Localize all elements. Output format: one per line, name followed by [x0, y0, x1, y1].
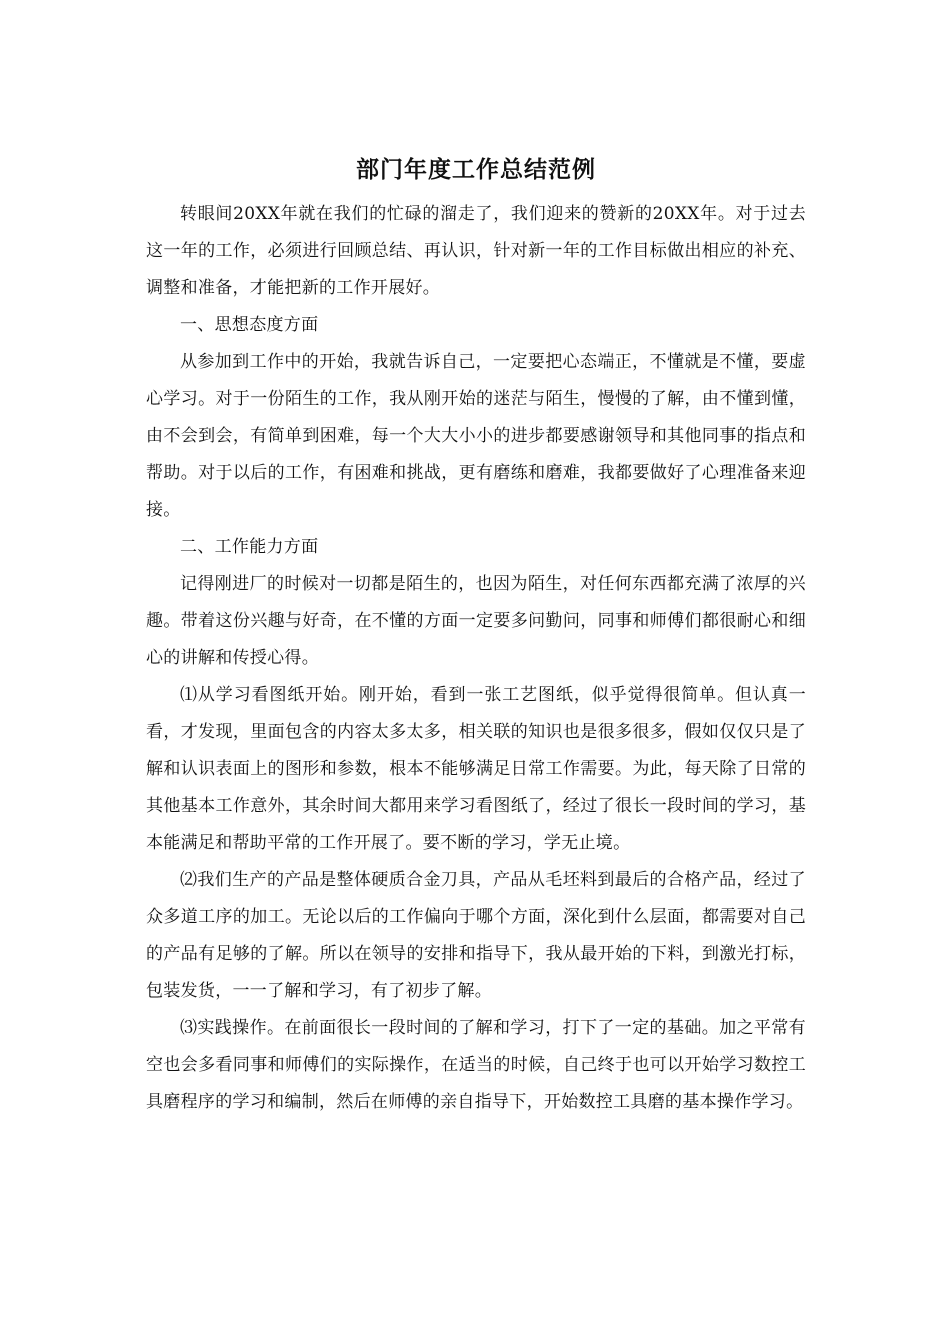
list-item-products: ⑵我们生产的产品是整体硬质合金刀具，产品从毛坯料到最后的合格产品，经过了众多道工序的加工。无论以后的工作偏向于哪个方面，深化到什么层面，都需要对自己的产品有足够的了解。所以在领导的安排和指导下，我从最开始的下料，到激光打标，包装发货，一一了解和学习，有了初步了解。: [146, 870, 806, 1001]
list-item-drawings: ⑴从学习看图纸开始。刚开始，看到一张工艺图纸，似乎觉得很简单。但认真一看，才发现，里面包含的内容太多太多，相关联的知识也是很多很多，假如仅仅只是了解和认识表面上的图形和参数，根本不能够满足日常工作需要。为此，每天除了日常的其他基本工作意外，其余时间大都用来学习看图纸了，经过了很长一段时间的学习，基本能满足和帮助平常的工作开展了。要不断的学习，学无止境。: [146, 685, 806, 853]
document-title: 部门年度工作总结范例: [356, 156, 596, 183]
section-body-attitude: 从参加到工作中的开始，我就告诉自己，一定要把心态端正，不懂就是不懂，要虚心学习。对于一份陌生的工作，我从刚开始的迷茫与陌生，慢慢的了解，由不懂到懂，由不会到会，有简单到困难，每一个大大小小的进步都要感谢领导和其他同事的指点和帮助。对于以后的工作，有困难和挑战，更有磨练和磨难，我都要做好了心理准备来迎接。: [146, 352, 806, 520]
intro-paragraph: 转眼间20XX年就在我们的忙碌的溜走了，我们迎来的赞新的20XX年。对于过去这一年的工作，必须进行回顾总结、再认识，针对新一年的工作目标做出相应的补充、调整和准备，才能把新的工作开展好。: [146, 204, 806, 298]
section-heading-attitude: 一、思想态度方面: [180, 315, 319, 335]
document-page: [146, 152, 806, 1121]
section-body-ability: 记得刚进厂的时候对一切都是陌生的，也因为陌生，对任何东西都充满了浓厚的兴趣。带着这份兴趣与好奇，在不懂的方面一定要多问勤问，同事和师傅们都很耐心和细心的讲解和传授心得。: [146, 574, 806, 668]
section-heading-ability: 二、工作能力方面: [180, 537, 319, 557]
list-item-practice: ⑶实践操作。在前面很长一段时间的了解和学习，打下了一定的基础。加之平常有空也会多看同事和师傅们的实际操作，在适当的时候，自己终于也可以开始学习数控工具磨程序的学习和编制，然后在师傅的亲自指导下，开始数控工具磨的基本操作学习。: [146, 1018, 806, 1112]
